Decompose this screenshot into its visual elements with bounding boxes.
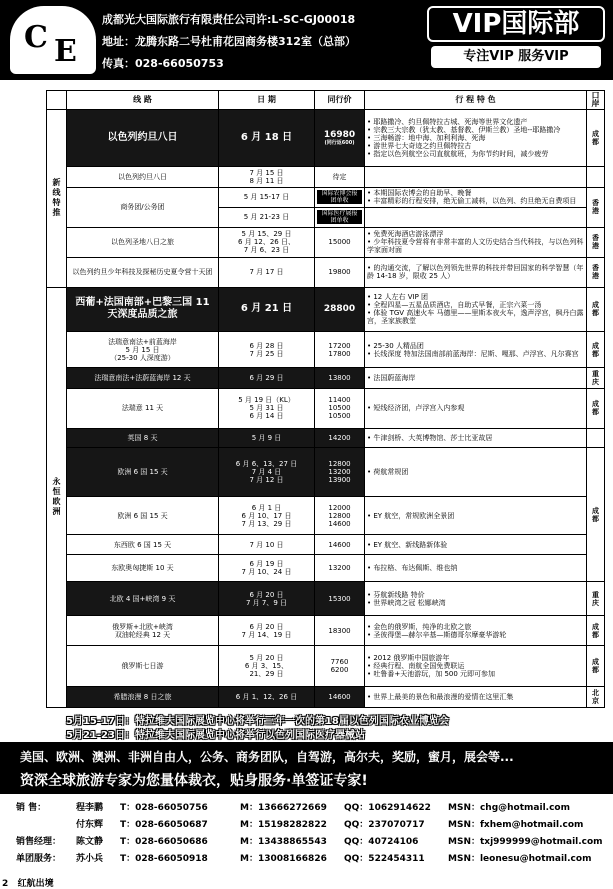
route-name: 以色列约旦八日 [67,110,219,167]
route-name: 欧洲 6 国 15 天 [67,448,219,497]
group-label: 新 线 特 推 [47,110,67,288]
contact-qq: QQ：237070717 [344,820,425,830]
table-row [47,187,605,207]
route-price: 待定 [315,167,365,187]
route-price: 15300 [315,582,365,616]
feature-item: • EY 航空，常规欧洲全景团 [367,511,455,520]
route-table [46,90,605,708]
table-row [47,287,605,332]
departure-port: 成 都 [587,646,605,686]
feature-item: • 指定以色列航空公司直航航班，为你节约时间，减少疲劳 [367,150,549,159]
departure-port: 成 都 [587,388,605,428]
contact-mobile: M：13008166826 [240,854,327,864]
feature-item: • 世界峡湾之冠 松娜峡湾 [367,598,446,607]
company-address: 地址：龙腾东路二号杜甫花园商务楼312室（总部） [102,35,356,48]
table-row [47,616,605,646]
feature-item: • 经典行程、南航全国免费联运 [367,661,465,670]
vip-slogan: 专注VIP 服务VIP [431,46,601,68]
contact-tel: T：028-66050687 [120,820,208,830]
route-features [365,207,587,227]
route-features [365,554,587,582]
route-date: 5 月 20 日 6 月 3、15、 21、29 日 [219,646,315,686]
route-features [365,287,587,332]
route-date: 7 月 15 日 8 月 11 日 [219,167,315,187]
route-features [365,332,587,368]
route-date: 6 月 18 日 [219,110,315,167]
table-row [47,110,605,167]
route-name: 法瑞意南法+前蓝海岸 5 月 15 日 （25-30 人深度游） [67,332,219,368]
route-name: 商务团/公务团 [67,187,219,227]
route-date: 6 月 29 日 [219,368,315,388]
company-fax: 传真：028-66050753 [102,57,224,70]
departure-port: 成 都 [587,110,605,167]
route-price [315,207,365,227]
route-price: 13800 [315,368,365,388]
departure-port [587,167,605,187]
contact-mobile: M：13666272669 [240,803,327,813]
feature-item: • 的沟通交流，了解以色列领先世界的科技并带回国家的科学智慧（年龄 14-18 岁，限收 25 人） [367,264,584,281]
logo-letter-e: E [54,34,77,69]
contact-msn: MSN：chg@hotmail.com [448,803,570,813]
route-date: 5 月 19 日（KL） 5 月 31 日 6 月 14 日 [219,388,315,428]
destinations-slogan: 资深全球旅游专家为您量体裁衣，贴身服务·单签证专家! [20,773,368,789]
feature-item: • 游世界七大奇迹之约旦佩特拉古 [367,142,472,151]
logo-letter-c: C [24,20,48,55]
route-date: 6 月 21 日 [219,287,315,332]
route-price: 19800 [315,257,365,287]
route-price: 14200 [315,429,365,448]
route-features [365,388,587,428]
route-features [365,228,587,258]
contact-name: 苏小兵 [76,854,104,864]
route-name: 英国 8 天 [67,429,219,448]
feature-item: • 布拉格、布达佩斯、维也纳 [367,563,458,572]
header-price: 同行价 [315,91,365,110]
contact-role: 销售经理： [16,837,62,847]
contact-qq: QQ：1062914622 [344,803,431,813]
feature-item: • 本期国际农博会的自助早、晚餐 [367,189,472,198]
contact-qq: QQ：522454311 [344,854,425,864]
contact-tel: T：028-66050756 [120,803,208,813]
route-date: 6 月 20 日 7 月 14、19 日 [219,616,315,646]
route-date: 5 月 21-23 日 [219,207,315,227]
route-name: 俄罗斯七日游 [67,646,219,686]
contact-msn: MSN：leonesu@hotmail.com [448,854,592,864]
departure-port: 成 都 [587,448,605,582]
destinations-list: 美国、欧洲、澳洲、非洲自由人，公务、商务团队，自驾游，高尔夫，奖励，蜜月，展会等... [20,750,514,764]
route-name: 法瑞意南法+法蔚蓝海岸 12 天 [67,368,219,388]
table-row [47,554,605,582]
feature-item: • 牛津剑桥、大英博物馆、莎士比亚故居 [367,434,493,443]
feature-item: • 三海畅游：地中海、加利利海、死海 [367,134,486,143]
feature-item: • 世界上最美的景色和最浪漫的爱情在这里汇集 [367,692,514,701]
feature-item: • 宗教三大宗教（犹太教、基督教、伊斯兰教）圣地--耶路撒冷 [367,126,561,135]
page-footer [2,876,54,889]
route-date: 5 月 15-17 日 [219,187,315,207]
table-row [47,448,605,497]
company-logo [10,6,96,74]
route-price: 17200 17800 [315,332,365,368]
feature-item: • 圣彼得堡—赫尔辛基—斯德哥尔摩豪华游轮 [367,630,507,639]
route-price: 15000 [315,228,365,258]
feature-item: • 金色的俄罗斯，纯净的北欧之旅 [367,622,472,631]
route-date: 6 月 28 日 7 月 25 日 [219,332,315,368]
feature-item: • 吐鲁番+天池游玩，加 500 元即可参加 [367,669,496,678]
table-header-row [47,91,605,110]
feature-item: • 2012 俄罗斯中国旅游年 [367,653,450,662]
feature-item: • 长线深度 特加法国南部前蓝海岸：尼斯、嘎那、卢浮宫、凡尔赛宫 [367,349,579,358]
destinations-banner [0,742,613,794]
feature-item: • 丰富精彩的行程安排，绝无偷工减料，以色列、约旦绝无自费项目 [367,197,577,206]
table-row [47,582,605,616]
feature-item: • 体验 TGV 高速火车 马德里——里斯本夜火车，逸声浮宫，枫丹白露宫，圣家族教堂 [367,309,584,326]
route-date: 6 月 19 日 7 月 10、24 日 [219,554,315,582]
header-features: 行 程 特 色 [365,91,587,110]
route-date: 7 月 10 日 [219,535,315,554]
departure-port: 香 港 [587,257,605,287]
route-features [365,110,587,167]
contact-name: 陈文静 [76,837,104,847]
contact-name: 程李鹏 [76,803,104,813]
route-price: 7760 6200 [315,646,365,686]
route-date: 5 月 15、29 日 6 月 12、26 日、 7 月 6、23 日 [219,228,315,258]
price-note: (同行返600) [324,140,355,147]
table-row [47,686,605,707]
departure-port: 成 都 [587,287,605,332]
route-name: 东西欧 6 国 15 天 [67,535,219,554]
departure-port: 成 都 [587,332,605,368]
contact-role: 销 售： [16,803,47,813]
route-price: 14600 [315,686,365,707]
registration-tag: 国际农博会报团单收 [317,190,362,204]
feature-item: • 全程四星—五星品质酒店，自助式早餐，正宗六菜一汤 [367,301,542,310]
route-features [365,686,587,707]
route-price: 12000 12800 14600 [315,497,365,535]
header-date: 日 期 [219,91,315,110]
route-table-body [47,110,605,708]
header-route: 线 路 [67,91,219,110]
table-row [47,228,605,258]
table-row [47,167,605,187]
header-port: 口岸 [587,91,605,110]
route-price: 13200 [315,554,365,582]
route-date: 6 月 1、12、26 日 [219,686,315,707]
departure-port: 香 港 [587,187,605,227]
vip-title: VIP国际部 [427,6,605,42]
table-row [47,388,605,428]
route-name: 北欧 4 国+峡湾 9 天 [67,582,219,616]
route-features [365,368,587,388]
route-features [365,167,587,187]
registration-tag: 国际医疗展报团单收 [317,210,362,224]
route-name: 欧洲 6 国 15 天 [67,497,219,535]
contact-mobile: M：13438865543 [240,837,327,847]
route-features [365,582,587,616]
contact-name: 付东辉 [76,820,104,830]
departure-port: 香 港 [587,228,605,258]
departure-port: 重 庆 [587,582,605,616]
group-label: 永 恒 欧 洲 [47,287,67,707]
route-features [365,497,587,535]
route-features [365,616,587,646]
table-row [47,368,605,388]
departure-port [587,429,605,448]
header-banner [0,0,613,80]
feature-item: • 法国蔚蓝海岸 [367,374,416,383]
departure-port: 成 都 [587,616,605,646]
route-features [365,448,587,497]
contact-msn: MSN：txj999999@hotmail.com [448,837,603,847]
feature-item: • 荷航常规团 [367,468,409,477]
route-date: 6 月 1 日 6 月 10、17 日 7 月 13、29 日 [219,497,315,535]
contact-tel: T：028-66050686 [120,837,208,847]
route-features [365,646,587,686]
header-group [47,91,67,110]
exhibition-notice-1: 5月15-17日：特拉维夫国际展览中心将举行三年一次的第18届以色列国际农业博览会 [66,716,449,727]
footer-label: 红航出境 [17,879,54,889]
table-row [47,257,605,287]
route-name: 以色列约旦八日 [67,167,219,187]
route-features [365,257,587,287]
feature-item: • EY 航空、新线路新体验 [367,540,448,549]
table-row [47,332,605,368]
route-price: 28800 [315,287,365,332]
route-name: 法瑞意 11 天 [67,388,219,428]
table-row [47,535,605,554]
route-price [315,187,365,207]
company-name: 成都光大国际旅行有限责任公司许:L-SC-GJ00018 [102,13,356,26]
route-name: 东欧奥匈捷斯 10 天 [67,554,219,582]
feature-item: • 芬航新线路 特价 [367,590,425,599]
route-price: 14600 [315,535,365,554]
table-row [47,497,605,535]
route-features [365,187,587,207]
contact-msn: MSN：fxhem@hotmail.com [448,820,584,830]
feature-item: • 少年科技夏令营将有非常丰富的人文历史结合当代科技，与以色列科学家面对面 [367,238,584,255]
route-features [365,535,587,554]
route-date: 6 月 6、13、27 日 7 月 4 日 7 月 12 日 [219,448,315,497]
route-price: 16980 (同行返600) [315,110,365,167]
route-price: 12800 13200 13900 [315,448,365,497]
vip-badge [427,6,605,70]
route-name: 以色列约旦少年科技及探秘历史夏令营十天团 [67,257,219,287]
feature-item: • 免费死海酒店游泳漂浮 [367,230,444,239]
route-date: 5 月 9 日 [219,429,315,448]
exhibition-notice-2: 5月21-23日：特拉维夫国际展览中心将举行以色列国际医疗器械站 [66,730,365,741]
table-row [47,646,605,686]
departure-port: 北 京 [587,686,605,707]
contact-tel: T：028-66050918 [120,854,208,864]
route-name: 希腊浪漫 8 日之旅 [67,686,219,707]
page-number: 2 [2,879,9,889]
route-price: 18300 [315,616,365,646]
route-name: 西葡+法国南部+巴黎三国 11 天深度品质之旅 [67,287,219,332]
table-row [47,429,605,448]
route-name: 以色列圣地八日之旅 [67,228,219,258]
route-date: 6 月 20 日 7 月 7、9 日 [219,582,315,616]
route-name: 俄罗斯+北欧+峡湾 双油轮经典 12 天 [67,616,219,646]
contact-mobile: M：15198282822 [240,820,327,830]
departure-port: 重 庆 [587,368,605,388]
contact-role: 单团服务： [16,854,62,864]
feature-item: • 12 人左右 VIP 团 [367,293,429,302]
route-date: 7 月 17 日 [219,257,315,287]
feature-item: • 耶路撒冷、约旦佩特拉古城、死海等世界文化遗产 [367,118,528,127]
route-price: 11400 10500 10500 [315,388,365,428]
route-features [365,429,587,448]
contact-qq: QQ：40724106 [344,837,419,847]
feature-item: • 25-30 人精品团 [367,341,424,350]
feature-item: • 短线经济团，卢浮宫入内参观 [367,404,465,413]
